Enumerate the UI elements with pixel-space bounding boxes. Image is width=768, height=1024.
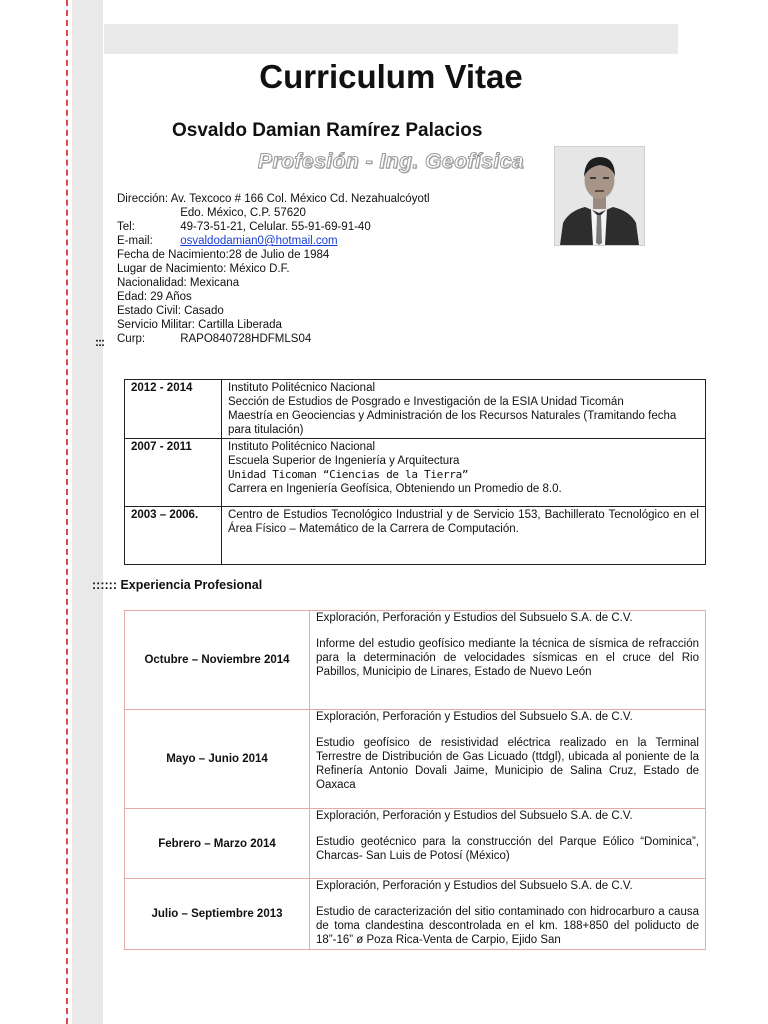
experience-period: Febrero – Marzo 2014 [125,809,310,879]
experience-title: Experiencia Profesional [120,578,263,592]
experience-detail [310,611,706,710]
dashed-margin-line [66,0,68,1024]
section-marker-dots: ::: [95,335,104,349]
experience-period: Julio – Septiembre 2013 [125,879,310,950]
education-table [124,379,706,565]
email-link[interactable]: osvaldodamian0@hotmail.com [180,235,338,247]
tel-row [117,220,430,234]
education-detail: Centro de Estudios Tecnológico Industrial y de Servicio 153, Bachillerato Tecnológico en el Área Físico – Matemático de la Carrera de Computación. [222,507,706,565]
profession-wordart: Profesión - Ing. Geofísica [257,150,525,173]
education-years: 2003 – 2006. [125,507,222,565]
document-title: Curriculum Vitae [259,58,523,95]
curp-label: Curp: [117,333,146,345]
education-detail: Instituto Politécnico Nacional Sección de Estudios de Posgrado e Investigación de la ESIA Unidad Ticomán Maestría en Geociencias y Administración de los Recursos Naturales (Tramitando fecha para titulación) [222,380,706,439]
personal-info [117,192,430,346]
table-row [125,380,706,439]
military-service: Servicio Militar: Cartilla Liberada [117,319,282,331]
experience-detail [310,809,706,879]
email-label: E-mail: [117,235,153,247]
education-years: 2012 - 2014 [125,380,222,439]
experience-company: Exploración, Perforación y Estudios del Subsuelo S.A. de C.V. [316,612,633,624]
experience-description: Informe del estudio geofísico mediante la técnica de sísmica de refracción para la determinación de velocidades sísmicas en el cruce del Rio Pabillos, Municipio de Linares, Estado de Nuevo León [316,638,699,678]
table-row [125,611,706,710]
education-detail: Instituto Politécnico Nacional Escuela Superior de Ingeniería y Arquitectura Unidad Ticoman “Ciencias de la Tierra” Carrera en Ingeniería Geofísica, Obteniendo un Promedio de 8.0. [222,439,706,507]
email-row [117,234,430,248]
address-row-2 [117,206,430,220]
table-row [125,879,706,950]
profile-photo [554,146,645,246]
experience-period: Mayo – Junio 2014 [125,710,310,809]
age: Edad: 29 Años [117,291,192,303]
table-row [125,507,706,565]
experience-period: Octubre – Noviembre 2014 [125,611,310,710]
header-gray-bar [104,24,678,54]
person-portrait-icon [555,147,644,245]
experience-detail [310,879,706,950]
experience-description: Estudio de caracterización del sitio contaminado con hidrocarburo a causa de toma clandestina descontrolada en el km. 188+850 del poliducto de 18”-16” ø Poza Rica-Venta de Carpio, Ejido San [316,906,699,946]
experience-description: Estudio geofísico de resistividad eléctrica realizado en la Terminal Terrestre de Distribución de Gas Licuado (ttdgl), ubicada al poniente de la Refinería Antonio Dovali Jaime, Municipio de Salina Cruz, Estado de Oaxaca [316,737,699,791]
tel-value: 49-73-51-21, Celular. 55-91-69-91-40 [180,221,371,233]
education-years: 2007 - 2011 [125,439,222,507]
table-row [125,809,706,879]
experience-table [124,610,706,950]
address-line2: Edo. México, C.P. 57620 [180,207,306,219]
experience-company: Exploración, Perforación y Estudios del Subsuelo S.A. de C.V. [316,810,633,822]
nationality: Nacionalidad: Mexicana [117,277,240,289]
table-row [125,439,706,507]
table-row [125,710,706,809]
tel-label: Tel: [117,221,135,233]
curp-row [117,332,430,346]
experience-detail [310,710,706,809]
section-marker-dots: :::::: [92,578,117,592]
birth-date: Fecha de Nacimiento:28 de Julio de 1984 [117,249,330,261]
curp-value: RAPO840728HDFMLS04 [180,333,312,345]
experience-heading [92,578,262,592]
birth-place: Lugar de Nacimiento: México D.F. [117,263,290,275]
person-name: Osvaldo Damian Ramírez Palacios [172,120,483,141]
experience-description: Estudio geotécnico para la construcción del Parque Eólico “Dominica”, Charcas- San Luis de Potosí (México) [316,836,699,862]
civil-status: Estado Civil: Casado [117,305,224,317]
experience-company: Exploración, Perforación y Estudios del Subsuelo S.A. de C.V. [316,711,633,723]
left-gray-band [72,0,103,1024]
experience-company: Exploración, Perforación y Estudios del Subsuelo S.A. de C.V. [316,880,633,892]
address-row [117,192,430,206]
address-line1: Av. Texcoco # 166 Col. México Cd. Nezahualcóyotl [170,193,430,205]
address-label: Dirección: [117,193,169,205]
